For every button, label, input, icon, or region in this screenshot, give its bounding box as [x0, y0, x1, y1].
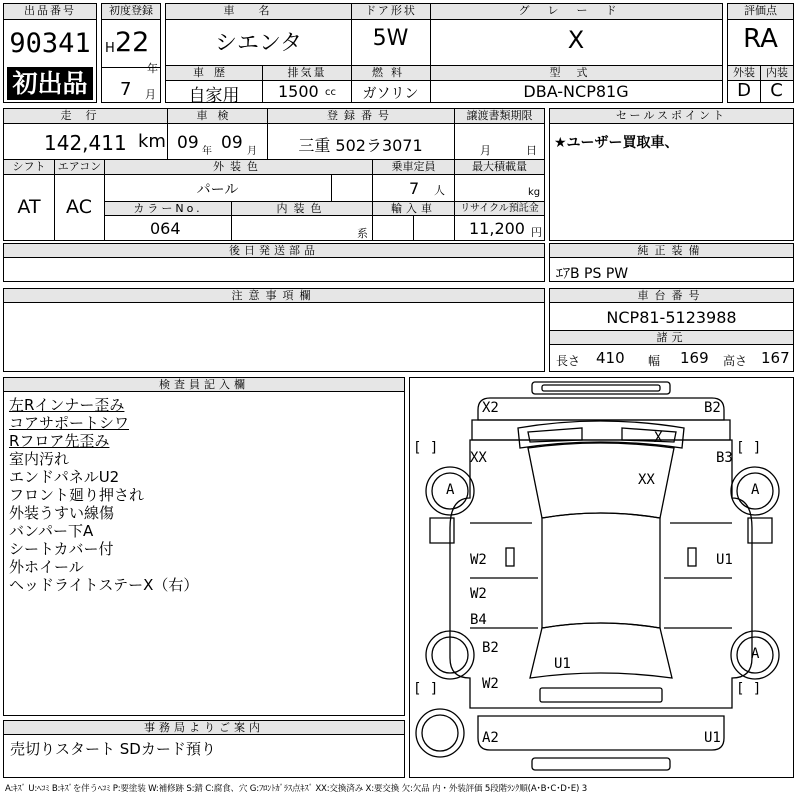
length-label: 長さ [556, 354, 581, 368]
mileage: 142,411 [44, 131, 127, 155]
inspector-note: フロント廻り押され [9, 486, 145, 504]
registration-month: 7 [120, 79, 132, 100]
inspection-month: 09 [221, 133, 243, 153]
exterior-grade-label: 外装 [728, 66, 760, 81]
mark-left-rear-door: W2 [470, 586, 487, 602]
interior-grade: C [770, 80, 783, 101]
mark-front-right-corner: B2 [704, 400, 721, 416]
plate-number: 三重 502ラ3071 [298, 136, 423, 155]
office-label: 事務局よりご案内 [4, 721, 404, 735]
mark-windshield: X [654, 430, 663, 446]
chassis-box [549, 288, 794, 372]
mark-rear-right-corner: U1 [704, 730, 721, 746]
bracket-left-bottom: [ ] [413, 681, 439, 697]
model-label: 型式 [430, 66, 722, 81]
seats-unit: 人 [434, 184, 445, 197]
fuel-label: 燃料 [351, 66, 430, 81]
mark-hood: XX [638, 472, 655, 488]
equipment-box [549, 243, 794, 282]
mark-left-front-fender: XX [470, 450, 487, 466]
mark-front-left-corner: X2 [482, 400, 499, 416]
mark-roof-rear: U1 [554, 656, 571, 672]
door-type: 5W [372, 26, 409, 51]
displacement-unit: cc [325, 87, 336, 98]
bracket-left-top: [ ] [413, 440, 439, 456]
height-label: 高さ [723, 354, 748, 368]
vehicle-info-box [165, 3, 723, 106]
registration-year: 22 [115, 27, 150, 58]
registration-year-unit: 年 [147, 62, 158, 75]
transfer-day-unit: 日 [526, 144, 537, 157]
ac-label: エアコン [54, 160, 104, 175]
sales-point-text: ★ユーザー買取車、 [554, 135, 679, 151]
inspector-note: 外装うすい線傷 [9, 504, 115, 522]
inspector-note: 外ホイール [9, 558, 84, 576]
bracket-right-top: [ ] [736, 440, 762, 456]
score-box [727, 3, 794, 103]
lot-number-box [3, 3, 97, 103]
recycle-fee: 11,200 [469, 219, 525, 238]
inspector-note: シートカバー付 [9, 540, 114, 558]
mark-left-rear-fender: B2 [482, 640, 499, 656]
lot-number-label: 出品番号 [4, 4, 96, 20]
score-label: 評価点 [728, 4, 793, 20]
mark-right-front-fender: B3 [716, 450, 733, 466]
inspector-note: 室内汚れ [9, 450, 70, 468]
registration-box [101, 3, 161, 103]
chassis-number: NCP81-5123988 [606, 308, 737, 327]
inspector-note: ヘッドライトステーX（右） [9, 576, 199, 594]
specs-label: 諸元 [550, 331, 793, 345]
mileage-unit: km [138, 131, 166, 152]
car-name-label: 車名 [166, 4, 351, 20]
parts-box [3, 243, 545, 282]
displacement: 1500 [278, 82, 319, 101]
car-name: シエンタ [214, 31, 303, 56]
car-outline [410, 378, 793, 777]
sales-point-box [549, 108, 794, 241]
inspection-month-unit: 月 [247, 146, 257, 157]
registration-label: 初度登録 [102, 4, 160, 20]
length: 410 [596, 349, 625, 367]
plate-label: 登録番号 [267, 109, 454, 124]
inspector-label: 検査員記入欄 [4, 378, 404, 392]
width: 169 [680, 349, 709, 367]
inspection-year: 09 [177, 133, 199, 153]
parts-label: 後日発送部品 [4, 244, 544, 258]
inspection-year-unit: 年 [202, 146, 212, 157]
color-number: 064 [150, 219, 181, 238]
import-label: 輸入車 [372, 202, 454, 216]
chassis-label: 車台番号 [550, 289, 793, 303]
mark-left-rocker: B4 [470, 612, 487, 628]
model-code: DBA-NCP81G [523, 82, 629, 101]
door-label: ドア形状 [351, 4, 430, 20]
mark-rear-left-corner: A2 [482, 730, 499, 746]
width-label: 幅 [648, 354, 661, 368]
inspector-note: エンドパネルU2 [9, 468, 120, 486]
mark-right-rear-wheel: A [751, 646, 760, 662]
caution-label: 注意事項欄 [4, 289, 544, 303]
mark-right-front-wheel: A [751, 482, 760, 498]
mark-left-front-door: W2 [470, 552, 487, 568]
ac: AC [66, 196, 92, 218]
inspector-note: コアサポートシワ [9, 414, 130, 432]
lot-number: 90341 [9, 28, 91, 59]
shift: AT [17, 196, 41, 218]
bracket-right-bottom: [ ] [736, 681, 762, 697]
office-value: 売切りスタート SDカード預り [10, 740, 216, 758]
fuel: ガソリン [362, 86, 419, 102]
mileage-label: 走行 [4, 109, 167, 124]
history: 自家用 [188, 86, 240, 106]
displacement-label: 排気量 [262, 66, 351, 81]
inspector-note: Rフロア先歪み [9, 432, 110, 450]
inspection-label: 車検 [167, 109, 267, 124]
car-diagram [409, 377, 794, 778]
interior-grade-label: 内装 [760, 66, 793, 81]
sales-point-label: セールスポイント [550, 109, 793, 124]
equipment-value: ｴｱB PS PW [556, 266, 629, 282]
color-label: 外装色 [104, 160, 372, 175]
inspector-note: 左Rインナー歪み [9, 396, 125, 414]
shift-label: シフト [4, 160, 54, 175]
seats-label: 乗車定員 [372, 160, 454, 175]
mark-left-front-wheel: A [446, 482, 455, 498]
legend: A:ｷｽﾞ U:ﾍｺﾐ B:ｷｽﾞを伴うﾍｺﾐ P:要塗装 W:補修跡 S:錆 C:腐食、穴 G:ﾌﾛﾝﾄｶﾞﾗｽ点ｷｽﾞ XX:交換済み X:要交換 欠:欠品 内・外装評価 5段階ﾗﾝｸ順(A･B･C･D･E) 3 [5, 784, 587, 794]
mark-left-rear-quarter: W2 [482, 676, 499, 692]
interior-color-label: 内装色 [231, 202, 372, 216]
registration-month-unit: 月 [145, 88, 156, 101]
caution-box [3, 288, 545, 372]
transfer-label: 譲渡書類期限 [454, 109, 544, 124]
exterior-grade: D [737, 80, 751, 101]
interior-color-unit: 系 [357, 227, 368, 240]
seats: 7 [409, 179, 420, 198]
office-box [3, 720, 405, 778]
mark-right-front-door: U1 [716, 552, 733, 568]
equipment-label: 純正装備 [550, 244, 793, 258]
load-label: 最大積載量 [454, 160, 544, 175]
load-unit: kg [528, 187, 541, 198]
recycle-label: リサイクル預託金 [454, 202, 544, 216]
history-label: 車歴 [166, 66, 262, 81]
grade: X [567, 26, 585, 54]
color-no-label: カラーNo. [105, 202, 231, 216]
grade-label: グレード [430, 4, 722, 20]
exterior-color: パール [196, 182, 239, 198]
transfer-month-unit: 月 [480, 144, 491, 157]
height: 167 [761, 349, 790, 367]
details-grid [3, 108, 545, 241]
registration-era: H [105, 41, 115, 56]
first-listing-badge: 初出品 [7, 67, 93, 100]
inspector-note: バンパー下A [9, 522, 94, 540]
recycle-unit: 円 [531, 226, 542, 239]
score: RA [743, 24, 778, 54]
